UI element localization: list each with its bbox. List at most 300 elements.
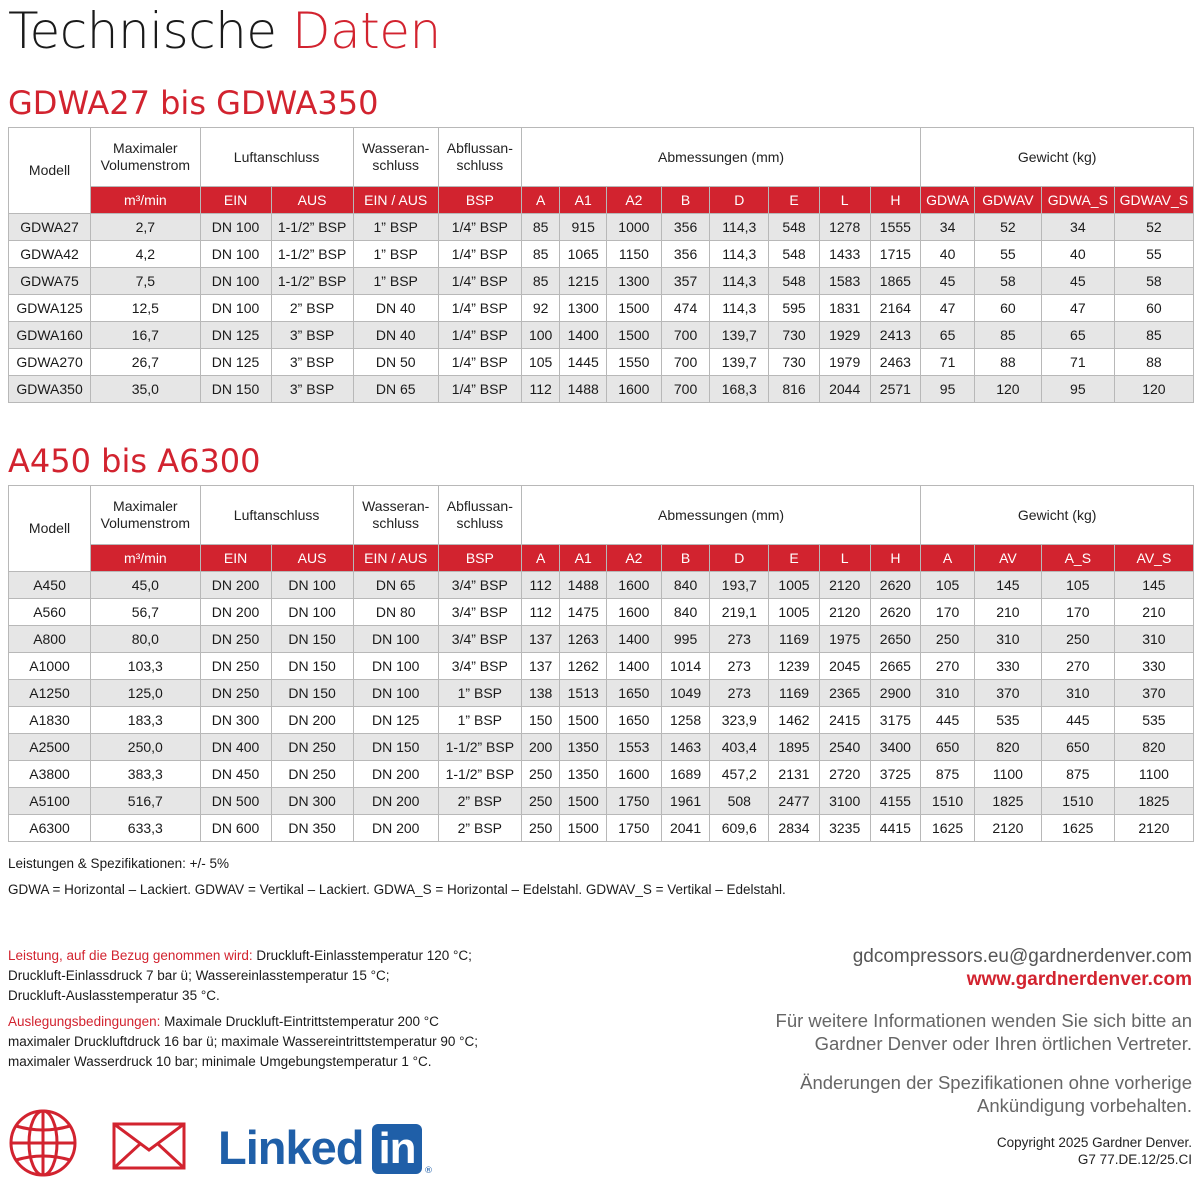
value-cell: 1215 [560, 268, 607, 295]
value-cell: 45,0 [91, 572, 200, 599]
value-cell: 700 [661, 322, 710, 349]
value-cell: 52 [974, 214, 1041, 241]
table-row [9, 761, 1194, 788]
value-cell: 548 [769, 214, 820, 241]
value-cell: 45 [921, 268, 975, 295]
header-weight: Gewicht (kg) [921, 486, 1194, 545]
value-cell: 356 [661, 241, 710, 268]
linkedin-wordmark: Linked [218, 1121, 364, 1174]
value-cell: 535 [974, 707, 1041, 734]
value-cell: 875 [1041, 761, 1114, 788]
value-cell: 2120 [819, 572, 870, 599]
header-max-flow: Maximaler Volumenstrom [91, 128, 200, 187]
value-cell: DN 250 [271, 734, 353, 761]
unit-header-cell: E [769, 545, 820, 572]
unit-header-cell: A2 [607, 187, 662, 214]
value-cell: DN 65 [353, 376, 438, 403]
table-row [9, 626, 1194, 653]
spec-table-gdwa [8, 127, 1194, 403]
value-cell: DN 100 [200, 241, 271, 268]
value-cell: DN 100 [271, 572, 353, 599]
value-cell: 516,7 [91, 788, 200, 815]
value-cell: 170 [1041, 599, 1114, 626]
value-cell: 1750 [607, 788, 662, 815]
value-cell: 85 [974, 322, 1041, 349]
value-cell: 16,7 [91, 322, 200, 349]
value-cell: 595 [769, 295, 820, 322]
value-cell: DN 350 [271, 815, 353, 842]
value-cell: 445 [921, 707, 975, 734]
value-cell: 1625 [921, 815, 975, 842]
value-cell: 273 [710, 653, 769, 680]
value-cell: 383,3 [91, 761, 200, 788]
copyright-text: Copyright 2025 Gardner Denver. [996, 1135, 1192, 1150]
value-cell: 1600 [607, 761, 662, 788]
value-cell: DN 100 [271, 599, 353, 626]
value-cell: 1975 [819, 626, 870, 653]
unit-header-cell: GDWAV_S [1114, 187, 1193, 214]
value-cell: 357 [661, 268, 710, 295]
value-cell: 1689 [661, 761, 710, 788]
table-row [9, 680, 1194, 707]
value-cell: 2477 [769, 788, 820, 815]
globe-icon[interactable] [8, 1108, 78, 1178]
value-cell: 139,7 [710, 349, 769, 376]
value-cell: 1350 [560, 761, 607, 788]
changes-line-2: Ankündigung vorbehalten. [977, 1095, 1192, 1116]
value-cell: 85 [1114, 322, 1193, 349]
value-cell: 816 [769, 376, 820, 403]
unit-header-cell: m³/min [91, 545, 200, 572]
value-cell: 2365 [819, 680, 870, 707]
page-title-accent: Daten [291, 2, 441, 60]
unit-header-cell: H [870, 187, 921, 214]
unit-header-cell: B [661, 545, 710, 572]
model-cell: A5100 [9, 788, 91, 815]
value-cell: 193,7 [710, 572, 769, 599]
unit-header-cell: m³/min [91, 187, 200, 214]
value-cell: 1961 [661, 788, 710, 815]
value-cell: 3400 [870, 734, 921, 761]
value-cell: 250 [521, 815, 560, 842]
value-cell: 1150 [607, 241, 662, 268]
value-cell: 1650 [607, 707, 662, 734]
value-cell: 548 [769, 268, 820, 295]
value-cell: 1895 [769, 734, 820, 761]
value-cell: 535 [1114, 707, 1193, 734]
envelope-icon[interactable] [112, 1122, 186, 1170]
value-cell: 2120 [974, 815, 1041, 842]
unit-header-cell: A1 [560, 545, 607, 572]
value-cell: DN 80 [353, 599, 438, 626]
value-cell: 2041 [661, 815, 710, 842]
value-cell: 1600 [607, 572, 662, 599]
model-cell: A2500 [9, 734, 91, 761]
value-cell: 1600 [607, 599, 662, 626]
table-row [9, 376, 1194, 403]
value-cell: 3235 [819, 815, 870, 842]
value-cell: 85 [521, 268, 560, 295]
value-cell: 3” BSP [271, 322, 353, 349]
design-conditions [8, 1012, 478, 1072]
value-cell: 1005 [769, 599, 820, 626]
value-cell: DN 300 [200, 707, 271, 734]
value-cell: DN 125 [353, 707, 438, 734]
value-cell: 1263 [560, 626, 607, 653]
value-cell: 2045 [819, 653, 870, 680]
value-cell: 356 [661, 214, 710, 241]
value-cell: 47 [1041, 295, 1114, 322]
section-title-a: A450 bis A6300 [8, 442, 261, 480]
value-cell: 168,3 [710, 376, 769, 403]
model-cell: A1000 [9, 653, 91, 680]
value-cell: 105 [1041, 572, 1114, 599]
header-model: Modell [9, 486, 91, 572]
value-cell: DN 150 [271, 626, 353, 653]
design-line-3: maximaler Wasserdruck 10 bar; minimale Umgebungstemperatur 1 °C. [8, 1054, 432, 1069]
value-cell: 1” BSP [353, 268, 438, 295]
value-cell: 1-1/2” BSP [438, 734, 521, 761]
value-cell: 145 [1114, 572, 1193, 599]
value-cell: 183,3 [91, 707, 200, 734]
value-cell: 508 [710, 788, 769, 815]
value-cell: 1/4” BSP [438, 349, 521, 376]
unit-header-cell: GDWAV [974, 187, 1041, 214]
value-cell: 1” BSP [353, 241, 438, 268]
value-cell: DN 100 [353, 653, 438, 680]
value-cell: 12,5 [91, 295, 200, 322]
value-cell: 3725 [870, 761, 921, 788]
unit-header-cell: GDWA_S [1041, 187, 1114, 214]
value-cell: 310 [1114, 626, 1193, 653]
unit-header-cell: EIN / AUS [353, 187, 438, 214]
value-cell: 323,9 [710, 707, 769, 734]
value-cell: 60 [974, 295, 1041, 322]
value-cell: 4155 [870, 788, 921, 815]
value-cell: 2120 [1114, 815, 1193, 842]
table-row [9, 572, 1194, 599]
value-cell: 1-1/2” BSP [271, 268, 353, 295]
value-cell: 820 [1114, 734, 1193, 761]
value-cell: 1513 [560, 680, 607, 707]
value-cell: 2620 [870, 599, 921, 626]
value-cell: 1/4” BSP [438, 268, 521, 295]
value-cell: 2” BSP [438, 788, 521, 815]
value-cell: 80,0 [91, 626, 200, 653]
model-cell: GDWA42 [9, 241, 91, 268]
value-cell: 1500 [607, 295, 662, 322]
value-cell: 1-1/2” BSP [271, 241, 353, 268]
value-cell: 1488 [560, 376, 607, 403]
value-cell: 1433 [819, 241, 870, 268]
value-cell: DN 600 [200, 815, 271, 842]
more-info-line-2: Gardner Denver oder Ihren örtlichen Vertreter. [814, 1033, 1192, 1054]
model-cell: A450 [9, 572, 91, 599]
model-cell: A1830 [9, 707, 91, 734]
value-cell: 370 [974, 680, 1041, 707]
unit-header-cell: BSP [438, 545, 521, 572]
value-cell: 95 [1041, 376, 1114, 403]
value-cell: 138 [521, 680, 560, 707]
changes-line-1: Änderungen der Spezifikationen ohne vorherige [800, 1072, 1192, 1093]
value-cell: 1278 [819, 214, 870, 241]
value-cell: 2571 [870, 376, 921, 403]
header-air-connection: Luftanschluss [200, 486, 353, 545]
value-cell: 1583 [819, 268, 870, 295]
value-cell: DN 40 [353, 322, 438, 349]
value-cell: DN 65 [353, 572, 438, 599]
value-cell: 35,0 [91, 376, 200, 403]
value-cell: 1300 [560, 295, 607, 322]
value-cell: 310 [1041, 680, 1114, 707]
value-cell: DN 250 [271, 761, 353, 788]
reference-line-3: Druckluft-Auslasstemperatur 35 °C. [8, 988, 220, 1003]
value-cell: 270 [1041, 653, 1114, 680]
value-cell: DN 40 [353, 295, 438, 322]
model-cell: GDWA350 [9, 376, 91, 403]
value-cell: 88 [1114, 349, 1193, 376]
value-cell: 1350 [560, 734, 607, 761]
value-cell: 1014 [661, 653, 710, 680]
unit-header-cell: D [710, 545, 769, 572]
value-cell: 1865 [870, 268, 921, 295]
table-row [9, 707, 1194, 734]
value-cell: 114,3 [710, 214, 769, 241]
value-cell: 170 [921, 599, 975, 626]
more-info-line-1: Für weitere Informationen wenden Sie sich bitte an [775, 1010, 1192, 1031]
value-cell: DN 250 [200, 653, 271, 680]
value-cell: 88 [974, 349, 1041, 376]
value-cell: 1” BSP [438, 680, 521, 707]
value-cell: DN 150 [271, 653, 353, 680]
value-cell: 700 [661, 349, 710, 376]
value-cell: 370 [1114, 680, 1193, 707]
value-cell: 2834 [769, 815, 820, 842]
unit-header-cell: E [769, 187, 820, 214]
value-cell: 2” BSP [438, 815, 521, 842]
value-cell: 1” BSP [353, 214, 438, 241]
value-cell: 1100 [974, 761, 1041, 788]
value-cell: 1462 [769, 707, 820, 734]
value-cell: 330 [974, 653, 1041, 680]
model-cell: A3800 [9, 761, 91, 788]
unit-header-cell: EIN [200, 545, 271, 572]
value-cell: 2463 [870, 349, 921, 376]
value-cell: 1500 [560, 788, 607, 815]
value-cell: 474 [661, 295, 710, 322]
table-row [9, 295, 1194, 322]
reference-label: Leistung, auf die Bezug genommen wird: [8, 948, 253, 963]
value-cell: 52 [1114, 214, 1193, 241]
website-link[interactable]: www.gardnerdenver.com [966, 969, 1192, 990]
value-cell: 210 [974, 599, 1041, 626]
value-cell: 2131 [769, 761, 820, 788]
value-cell: 26,7 [91, 349, 200, 376]
value-cell: 445 [1041, 707, 1114, 734]
value-cell: 3/4” BSP [438, 599, 521, 626]
value-cell: 3” BSP [271, 349, 353, 376]
unit-header-cell: H [870, 545, 921, 572]
value-cell: 1049 [661, 680, 710, 707]
value-cell: DN 200 [353, 788, 438, 815]
value-cell: 2620 [870, 572, 921, 599]
value-cell: 1258 [661, 707, 710, 734]
value-cell: 112 [521, 572, 560, 599]
value-cell: 1100 [1114, 761, 1193, 788]
value-cell: 1715 [870, 241, 921, 268]
value-cell: 200 [521, 734, 560, 761]
value-cell: 4,2 [91, 241, 200, 268]
value-cell: DN 125 [200, 349, 271, 376]
unit-header-cell: A [921, 545, 975, 572]
unit-header-cell: A [521, 545, 560, 572]
value-cell: 45 [1041, 268, 1114, 295]
document-code: G7 77.DE.12/25.CI [1077, 1152, 1192, 1167]
value-cell: 1400 [607, 626, 662, 653]
value-cell: 820 [974, 734, 1041, 761]
value-cell: 1000 [607, 214, 662, 241]
unit-header-cell: EIN / AUS [353, 545, 438, 572]
unit-header-cell: BSP [438, 187, 521, 214]
page-title-main: Technische [8, 2, 292, 60]
value-cell: 1463 [661, 734, 710, 761]
value-cell: 1/4” BSP [438, 214, 521, 241]
value-cell: 1” BSP [438, 707, 521, 734]
value-cell: 103,3 [91, 653, 200, 680]
header-max-flow: Maximaler Volumenstrom [91, 486, 200, 545]
value-cell: 3/4” BSP [438, 572, 521, 599]
value-cell: DN 400 [200, 734, 271, 761]
value-cell: 1-1/2” BSP [438, 761, 521, 788]
value-cell: 2415 [819, 707, 870, 734]
value-cell: 1488 [560, 572, 607, 599]
value-cell: DN 200 [271, 707, 353, 734]
value-cell: 730 [769, 322, 820, 349]
value-cell: 120 [1114, 376, 1193, 403]
value-cell: 47 [921, 295, 975, 322]
unit-header-cell: AUS [271, 545, 353, 572]
value-cell: 1/4” BSP [438, 322, 521, 349]
value-cell: 56,7 [91, 599, 200, 626]
table-row [9, 734, 1194, 761]
value-cell: 2” BSP [271, 295, 353, 322]
value-cell: 270 [921, 653, 975, 680]
value-cell: DN 100 [200, 295, 271, 322]
unit-header-cell: AV_S [1114, 545, 1193, 572]
value-cell: 1500 [560, 707, 607, 734]
value-cell: 2,7 [91, 214, 200, 241]
value-cell: 250 [1041, 626, 1114, 653]
value-cell: 139,7 [710, 322, 769, 349]
linkedin-registered-mark: ® [424, 1166, 433, 1176]
header-dimensions: Abmessungen (mm) [521, 486, 920, 545]
value-cell: DN 200 [200, 599, 271, 626]
value-cell: 219,1 [710, 599, 769, 626]
value-cell: 1650 [607, 680, 662, 707]
reference-conditions [8, 946, 472, 1006]
value-cell: 1750 [607, 815, 662, 842]
value-cell: 250 [521, 761, 560, 788]
unit-header-cell: L [819, 187, 870, 214]
value-cell: 60 [1114, 295, 1193, 322]
value-cell: 1979 [819, 349, 870, 376]
value-cell: DN 250 [200, 680, 271, 707]
value-cell: 2044 [819, 376, 870, 403]
table-row [9, 241, 1194, 268]
model-cell: A1250 [9, 680, 91, 707]
value-cell: DN 50 [353, 349, 438, 376]
value-cell: 120 [974, 376, 1041, 403]
value-cell: 2665 [870, 653, 921, 680]
value-cell: 1625 [1041, 815, 1114, 842]
value-cell: 915 [560, 214, 607, 241]
value-cell: 114,3 [710, 241, 769, 268]
value-cell: 310 [921, 680, 975, 707]
value-cell: 3/4” BSP [438, 653, 521, 680]
value-cell: 112 [521, 376, 560, 403]
value-cell: 105 [921, 572, 975, 599]
spec-table-a [8, 485, 1194, 842]
value-cell: 1929 [819, 322, 870, 349]
value-cell: 100 [521, 322, 560, 349]
value-cell: 250,0 [91, 734, 200, 761]
value-cell: 1/4” BSP [438, 376, 521, 403]
value-cell: 2650 [870, 626, 921, 653]
value-cell: 58 [1114, 268, 1193, 295]
unit-header-cell: A2 [607, 545, 662, 572]
value-cell: 1300 [607, 268, 662, 295]
value-cell: 1510 [921, 788, 975, 815]
value-cell: 55 [974, 241, 1041, 268]
model-cell: GDWA125 [9, 295, 91, 322]
value-cell: 1475 [560, 599, 607, 626]
value-cell: 1510 [1041, 788, 1114, 815]
value-cell: 65 [1041, 322, 1114, 349]
value-cell: 1400 [607, 653, 662, 680]
value-cell: 112 [521, 599, 560, 626]
value-cell: 273 [710, 680, 769, 707]
header-drain-connection: Abflussan-schluss [438, 128, 521, 187]
value-cell: 995 [661, 626, 710, 653]
value-cell: 250 [921, 626, 975, 653]
value-cell: DN 150 [271, 680, 353, 707]
value-cell: 40 [921, 241, 975, 268]
value-cell: DN 150 [200, 376, 271, 403]
value-cell: 633,3 [91, 815, 200, 842]
contact-email[interactable]: gdcompressors.eu@gardnerdenver.com [852, 946, 1192, 967]
design-line-2: maximaler Druckluftdruck 16 bar ü; maximale Wassereintrittstemperatur 90 °C; [8, 1034, 479, 1049]
more-info-text [776, 1009, 1192, 1055]
header-water-connection: Wasseran-schluss [353, 486, 438, 545]
value-cell: DN 300 [271, 788, 353, 815]
value-cell: 875 [921, 761, 975, 788]
value-cell: 4415 [870, 815, 921, 842]
model-cell: GDWA160 [9, 322, 91, 349]
changes-text [800, 1071, 1192, 1117]
table-row [9, 349, 1194, 376]
value-cell: 273 [710, 626, 769, 653]
model-cell: A800 [9, 626, 91, 653]
value-cell: DN 450 [200, 761, 271, 788]
value-cell: 2120 [819, 599, 870, 626]
value-cell: 55 [1114, 241, 1193, 268]
section-title-gdwa: GDWA27 bis GDWA350 [8, 84, 379, 122]
table-row [9, 653, 1194, 680]
value-cell: 40 [1041, 241, 1114, 268]
table-row [9, 815, 1194, 842]
copyright-block [997, 1134, 1192, 1168]
value-cell: DN 200 [353, 815, 438, 842]
